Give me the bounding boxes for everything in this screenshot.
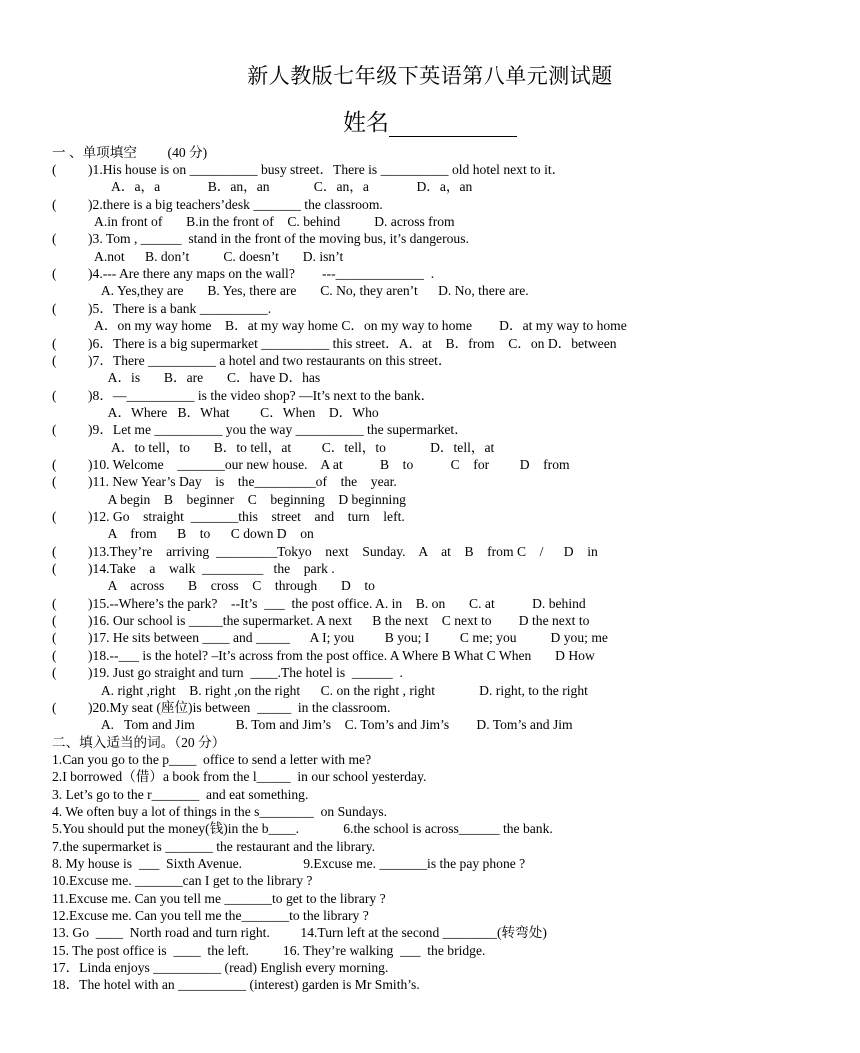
answer-paren: (: [52, 162, 57, 177]
line-text: )13.They’re arriving _________Tokyo next Sunday. A at B from C / D in: [88, 543, 598, 559]
question-line: [52, 352, 830, 369]
options-line: [52, 248, 830, 265]
line-text: )11. New Year’s Day is the_________of the year.: [88, 474, 397, 490]
answer-paren: (: [52, 422, 57, 438]
question-line: [52, 699, 830, 716]
question-line: [52, 595, 830, 612]
answer-paren: (: [52, 456, 57, 472]
line-text: A. right ,right B. right ,on the right C. on the right , right D. right, to the right: [88, 682, 588, 698]
fill-in-item: [52, 924, 830, 941]
line-text: 8. My house is ___ Sixth Avenue. 9.Excuse me. _______is the pay phone ?: [52, 856, 526, 871]
line-text: )2.there is a big teachers’desk _______ the classroom.: [88, 196, 383, 212]
line-text: 17．Linda enjoys __________ (read) English every morning.: [52, 960, 389, 976]
answer-paren: (: [52, 595, 57, 611]
fill-in-item: [52, 959, 830, 976]
fill-in-item: [52, 855, 830, 872]
fill-in-item: [52, 872, 830, 889]
line-text: 7.the supermarket is _______ the restaurant and the library.: [52, 838, 376, 854]
line-text: )16. Our school is _____the supermarket. A next B the next C next to D the next to: [88, 613, 590, 629]
fill-in-item: [52, 907, 830, 924]
name-label: 姓名: [343, 110, 389, 135]
line-text: )1.His house is on __________ busy street．There is __________ old hotel next to it．: [88, 162, 566, 177]
answer-paren: (: [52, 613, 57, 629]
line-text: A from B to C down D on: [88, 526, 314, 542]
line-text: )19. Just go straight and turn ____.The hotel is ______ .: [88, 665, 403, 681]
fill-in-item: [52, 890, 830, 907]
question-line: [52, 161, 830, 178]
answer-paren: (: [52, 699, 57, 715]
line-text: )9．Let me __________ you the way __________ the supermarket．: [88, 422, 468, 438]
question-line: [52, 265, 830, 282]
answer-paren: (: [52, 266, 57, 282]
line-text: )6．There is a big supermarket __________ this street．A．at B．from C．on D．between: [88, 335, 617, 351]
answer-paren: (: [52, 196, 57, 212]
options-line: [52, 577, 830, 594]
line-text: )8．—__________ is the video shop? —It’s next to the bank．: [88, 387, 435, 403]
question-line: [52, 664, 830, 681]
line-text: 10.Excuse me. _______can I get to the library ?: [52, 873, 313, 889]
question-line: [52, 300, 830, 317]
line-text: A.not B. don’t C. doesn’t D. isn’t: [88, 248, 344, 264]
options-line: [52, 716, 830, 733]
options-line: [52, 213, 830, 230]
question-line: [52, 629, 830, 646]
line-text: A.in front of B.in the front of C. behind D. across from: [88, 214, 455, 230]
options-line: [52, 525, 830, 542]
fill-in-item: [52, 976, 830, 993]
line-text: A．a，a B．an，an C．an，a D．a，an: [88, 179, 473, 195]
question-line: [52, 335, 830, 352]
line-text: )12. Go straight _______this street and turn left.: [88, 509, 405, 524]
line-text: 1.Can you go to the p____ office to send a letter with me?: [52, 751, 372, 767]
fill-in-item: [52, 734, 830, 751]
line-text: 2.I borrowed（借）a book from the l_____ in our school yesterday.: [52, 769, 427, 785]
answer-paren: (: [52, 509, 57, 524]
line-text: 5.You should put the money(钱)in the b____. 6.the school is across______ the bank.: [52, 821, 553, 837]
answer-paren: (: [52, 300, 57, 316]
fill-in-item: [52, 820, 830, 837]
answer-paren: (: [52, 647, 57, 663]
line-text: A．is B．are C．have D．has: [88, 370, 321, 386]
options-line: [52, 404, 830, 421]
question-line: [52, 543, 830, 560]
question-line: [52, 387, 830, 404]
line-text: A．to tell，to B．to tell，at C．tell，to D．tell，at: [88, 439, 495, 455]
answer-paren: (: [52, 352, 57, 368]
options-line: [52, 439, 830, 456]
options-line: [52, 682, 830, 699]
line-text: 11.Excuse me. Can you tell me _______to get to the library ?: [52, 890, 386, 906]
line-text: A begin B beginner C beginning D beginning: [88, 491, 406, 507]
answer-paren: (: [52, 231, 57, 247]
options-line: [52, 491, 830, 508]
question-line: [52, 612, 830, 629]
options-line: [52, 369, 830, 386]
line-text: )7．There __________ a hotel and two restaurants on this street．: [88, 352, 452, 368]
line-text: )17. He sits between ____ and _____ A I; you B you; I C me; you D you; me: [88, 630, 608, 646]
line-text: )15.--Where’s the park? --It’s ___ the post office. A. in B. on C. at D. behind: [88, 595, 586, 611]
line-text: A across B cross C through D to: [88, 578, 375, 594]
line-text: A．Where B．What C．When D．Who: [88, 404, 379, 420]
line-text: )20.My seat (座位)is between _____ in the classroom.: [88, 699, 391, 715]
line-text: 12.Excuse me. Can you tell me the_______to the library ?: [52, 908, 369, 924]
fill-in-item: [52, 838, 830, 855]
fill-in-item: [52, 768, 830, 785]
answer-paren: (: [52, 474, 57, 490]
fill-in-item: [52, 942, 830, 959]
line-text: A．on my way home B．at my way home C．on my way to home D．at my way to home: [88, 318, 627, 334]
line-text: 15. The post office is ____ the left. 16. They’re walking ___ the bridge.: [52, 942, 486, 958]
options-line: [52, 282, 830, 299]
line-text: 18．The hotel with an __________ (interest) garden is Mr Smith’s.: [52, 977, 420, 993]
line-text: )5．There is a bank __________.: [88, 300, 272, 316]
question-line: [52, 456, 830, 473]
line-text: 4. We often buy a lot of things in the s________ on Sundays.: [52, 803, 388, 819]
fill-in-item: [52, 751, 830, 768]
question-line: [52, 508, 830, 525]
line-text: 二、填入适当的词。（20 分）: [52, 734, 226, 750]
question-line: [52, 230, 830, 247]
answer-paren: (: [52, 387, 57, 403]
answer-paren: (: [52, 543, 57, 559]
question-line: [52, 196, 830, 213]
question-line: [52, 560, 830, 577]
name-blank: [389, 114, 517, 137]
name-field: [0, 104, 860, 137]
question-line: [52, 473, 830, 490]
line-text: 13. Go ____ North road and turn right. 14.Turn left at the second ________(转弯处): [52, 925, 547, 941]
answer-paren: (: [52, 335, 57, 351]
line-text: )4.--- Are there any maps on the wall? ---_____________ .: [88, 266, 435, 282]
line-text: )3. Tom , ______ stand in the front of the moving bus, it’s dangerous.: [88, 231, 469, 247]
question-line: [52, 647, 830, 664]
page-title: 新人教版七年级下英语第八单元测试题: [247, 64, 613, 88]
fill-in-item: [52, 803, 830, 820]
answer-paren: (: [52, 630, 57, 646]
line-text: A. Yes,they are B. Yes, there are C. No, they aren’t D. No, there are.: [88, 283, 529, 299]
line-text: )18.--___ is the hotel? –It’s across from the post office. A Where B What C When D How: [88, 647, 595, 663]
answer-paren: (: [52, 665, 57, 681]
line-text: 3. Let’s go to the r_______ and eat something.: [52, 786, 309, 802]
line-text: A. Tom and Jim B. Tom and Jim’s C. Tom’s and Jim’s D. Tom’s and Jim: [88, 717, 573, 733]
answer-paren: (: [52, 561, 57, 577]
options-line: [52, 178, 830, 195]
line-text: )14.Take a walk _________ the park .: [88, 561, 335, 577]
line-text: )10. Welcome _______our new house. A at B to C for D from: [88, 456, 570, 472]
fill-in-item: [52, 786, 830, 803]
section-heading: 一 、单项填空 (40 分): [52, 145, 208, 160]
question-line: [52, 421, 830, 438]
options-line: [52, 317, 830, 334]
